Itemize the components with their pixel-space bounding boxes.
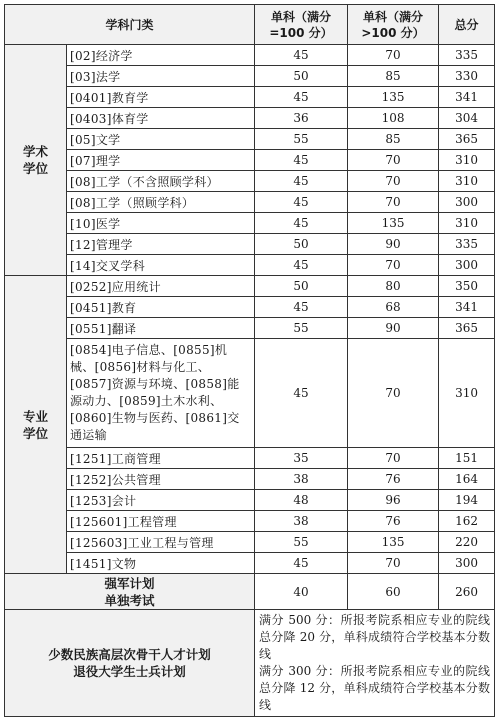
single-100-cell: 45 (255, 339, 348, 448)
subject-cell: [07]理学 (67, 150, 255, 171)
subject-cell: [0551]翻译 (67, 318, 255, 339)
special-sgt100: 60 (348, 574, 439, 610)
total-cell: 300 (439, 255, 495, 276)
single-100-cell: 38 (255, 511, 348, 532)
single-100-cell: 55 (255, 129, 348, 150)
header-single-gt100: 单科（满分>100 分） (348, 5, 439, 45)
table-row (5, 213, 495, 234)
single-100-cell: 36 (255, 108, 348, 129)
total-cell: 304 (439, 108, 495, 129)
header-row (5, 5, 495, 45)
table-row (5, 297, 495, 318)
special-label (5, 574, 255, 610)
table-row (5, 108, 495, 129)
single-gt100-cell: 85 (348, 66, 439, 87)
subject-cell: [0403]体育学 (67, 108, 255, 129)
single-gt100-cell: 90 (348, 318, 439, 339)
subject-cell: [1451]文物 (67, 553, 255, 574)
subject-cell: [05]文学 (67, 129, 255, 150)
minority-notes (255, 610, 495, 717)
table-row (5, 318, 495, 339)
total-cell: 341 (439, 87, 495, 108)
total-cell: 310 (439, 171, 495, 192)
subject-cell: [0401]教育学 (67, 87, 255, 108)
subject-cell: [125603]工业工程与管理 (67, 532, 255, 553)
subject-cell: [02]经济学 (67, 45, 255, 66)
single-100-cell: 55 (255, 318, 348, 339)
total-cell: 310 (439, 213, 495, 234)
academic-label: 学术学位 (5, 45, 67, 276)
minority-note-300: 满分 300 分：所报考院系相应专业的院线总分降 12 分，单科成绩符合学校基本分数线 (259, 664, 491, 712)
single-100-cell: 45 (255, 297, 348, 318)
table-row (5, 339, 495, 448)
total-cell: 365 (439, 318, 495, 339)
single-gt100-cell: 90 (348, 234, 439, 255)
header-category: 学科门类 (5, 5, 255, 45)
single-100-cell: 38 (255, 469, 348, 490)
subject-cell: [0252]应用统计 (67, 276, 255, 297)
professional-label: 专业学位 (5, 276, 67, 574)
table-row (5, 192, 495, 213)
single-gt100-cell: 68 (348, 297, 439, 318)
header-single-100: 单科（满分=100 分） (255, 5, 348, 45)
single-gt100-cell: 70 (348, 192, 439, 213)
single-100-cell: 45 (255, 213, 348, 234)
total-cell: 310 (439, 339, 495, 448)
total-cell: 350 (439, 276, 495, 297)
minority-label-line2: 退役大学生士兵计划 (73, 664, 186, 679)
subject-cell: [1251]工商管理 (67, 448, 255, 469)
single-100-cell: 55 (255, 532, 348, 553)
total-cell: 341 (439, 297, 495, 318)
table-row (5, 129, 495, 150)
single-100-cell: 45 (255, 171, 348, 192)
header-total: 总分 (439, 5, 495, 45)
special-total: 260 (439, 574, 495, 610)
single-gt100-cell: 70 (348, 171, 439, 192)
single-gt100-cell: 70 (348, 45, 439, 66)
subject-cell: [1253]会计 (67, 490, 255, 511)
table-row (5, 469, 495, 490)
table-row (5, 490, 495, 511)
single-gt100-cell: 70 (348, 553, 439, 574)
single-100-cell: 45 (255, 255, 348, 276)
single-gt100-cell: 70 (348, 448, 439, 469)
single-100-cell: 45 (255, 45, 348, 66)
table-row (5, 448, 495, 469)
total-cell: 300 (439, 192, 495, 213)
table-row (5, 511, 495, 532)
subject-cell: [12]管理学 (67, 234, 255, 255)
special-s100: 40 (255, 574, 348, 610)
table-row (5, 66, 495, 87)
total-cell: 162 (439, 511, 495, 532)
single-100-cell: 48 (255, 490, 348, 511)
subject-cell: [0451]教育 (67, 297, 255, 318)
subject-cell: [0854]电子信息、[0855]机械、[0856]材料与化工、[0857]资源与环境、[0858]能源动力、[0859]土木水利、[0860]生物与医药、[0861]交通运输 (67, 339, 255, 448)
subject-cell: [14]交叉学科 (67, 255, 255, 276)
single-gt100-cell: 135 (348, 87, 439, 108)
single-gt100-cell: 70 (348, 150, 439, 171)
total-cell: 335 (439, 45, 495, 66)
score-table-container (4, 4, 494, 717)
single-100-cell: 50 (255, 234, 348, 255)
single-100-cell: 45 (255, 192, 348, 213)
table-row (5, 171, 495, 192)
total-cell: 194 (439, 490, 495, 511)
special-section (5, 574, 495, 610)
single-100-cell: 50 (255, 66, 348, 87)
total-cell: 151 (439, 448, 495, 469)
single-gt100-cell: 135 (348, 213, 439, 234)
single-gt100-cell: 96 (348, 490, 439, 511)
minority-label-line1: 少数民族高层次骨干人才计划 (48, 647, 211, 662)
subject-cell: [08]工学（不含照顾学科） (67, 171, 255, 192)
total-cell: 300 (439, 553, 495, 574)
minority-section (5, 610, 495, 717)
single-gt100-cell: 70 (348, 339, 439, 448)
table-row (5, 532, 495, 553)
minority-row (5, 610, 495, 717)
total-cell: 164 (439, 469, 495, 490)
minority-note-500: 满分 500 分：所报考院系相应专业的院线总分降 20 分，单科成绩符合学校基本分数线 (259, 613, 491, 661)
subject-cell: [08]工学（照顾学科） (67, 192, 255, 213)
table-row (5, 87, 495, 108)
single-100-cell: 50 (255, 276, 348, 297)
single-100-cell: 45 (255, 87, 348, 108)
table-row (5, 255, 495, 276)
single-gt100-cell: 135 (348, 532, 439, 553)
table-row (5, 553, 495, 574)
total-cell: 220 (439, 532, 495, 553)
table-row (5, 45, 495, 66)
special-label-line2: 单独考试 (104, 592, 155, 608)
professional-section (5, 276, 495, 574)
table-row (5, 150, 495, 171)
single-gt100-cell: 85 (348, 129, 439, 150)
subject-cell: [1252]公共管理 (67, 469, 255, 490)
single-100-cell: 45 (255, 553, 348, 574)
subject-cell: [10]医学 (67, 213, 255, 234)
special-label-line1: 强军计划 (104, 575, 155, 591)
table-row (5, 276, 495, 297)
single-gt100-cell: 70 (348, 255, 439, 276)
single-100-cell: 35 (255, 448, 348, 469)
single-100-cell: 45 (255, 150, 348, 171)
subject-cell: [03]法学 (67, 66, 255, 87)
total-cell: 310 (439, 150, 495, 171)
total-cell: 335 (439, 234, 495, 255)
total-cell: 365 (439, 129, 495, 150)
minority-label (5, 610, 255, 717)
special-row (5, 574, 495, 610)
subject-cell: [125601]工程管理 (67, 511, 255, 532)
table-row (5, 234, 495, 255)
single-gt100-cell: 108 (348, 108, 439, 129)
score-table (4, 4, 495, 717)
single-gt100-cell: 76 (348, 469, 439, 490)
single-gt100-cell: 76 (348, 511, 439, 532)
academic-section (5, 45, 495, 276)
single-gt100-cell: 80 (348, 276, 439, 297)
total-cell: 330 (439, 66, 495, 87)
